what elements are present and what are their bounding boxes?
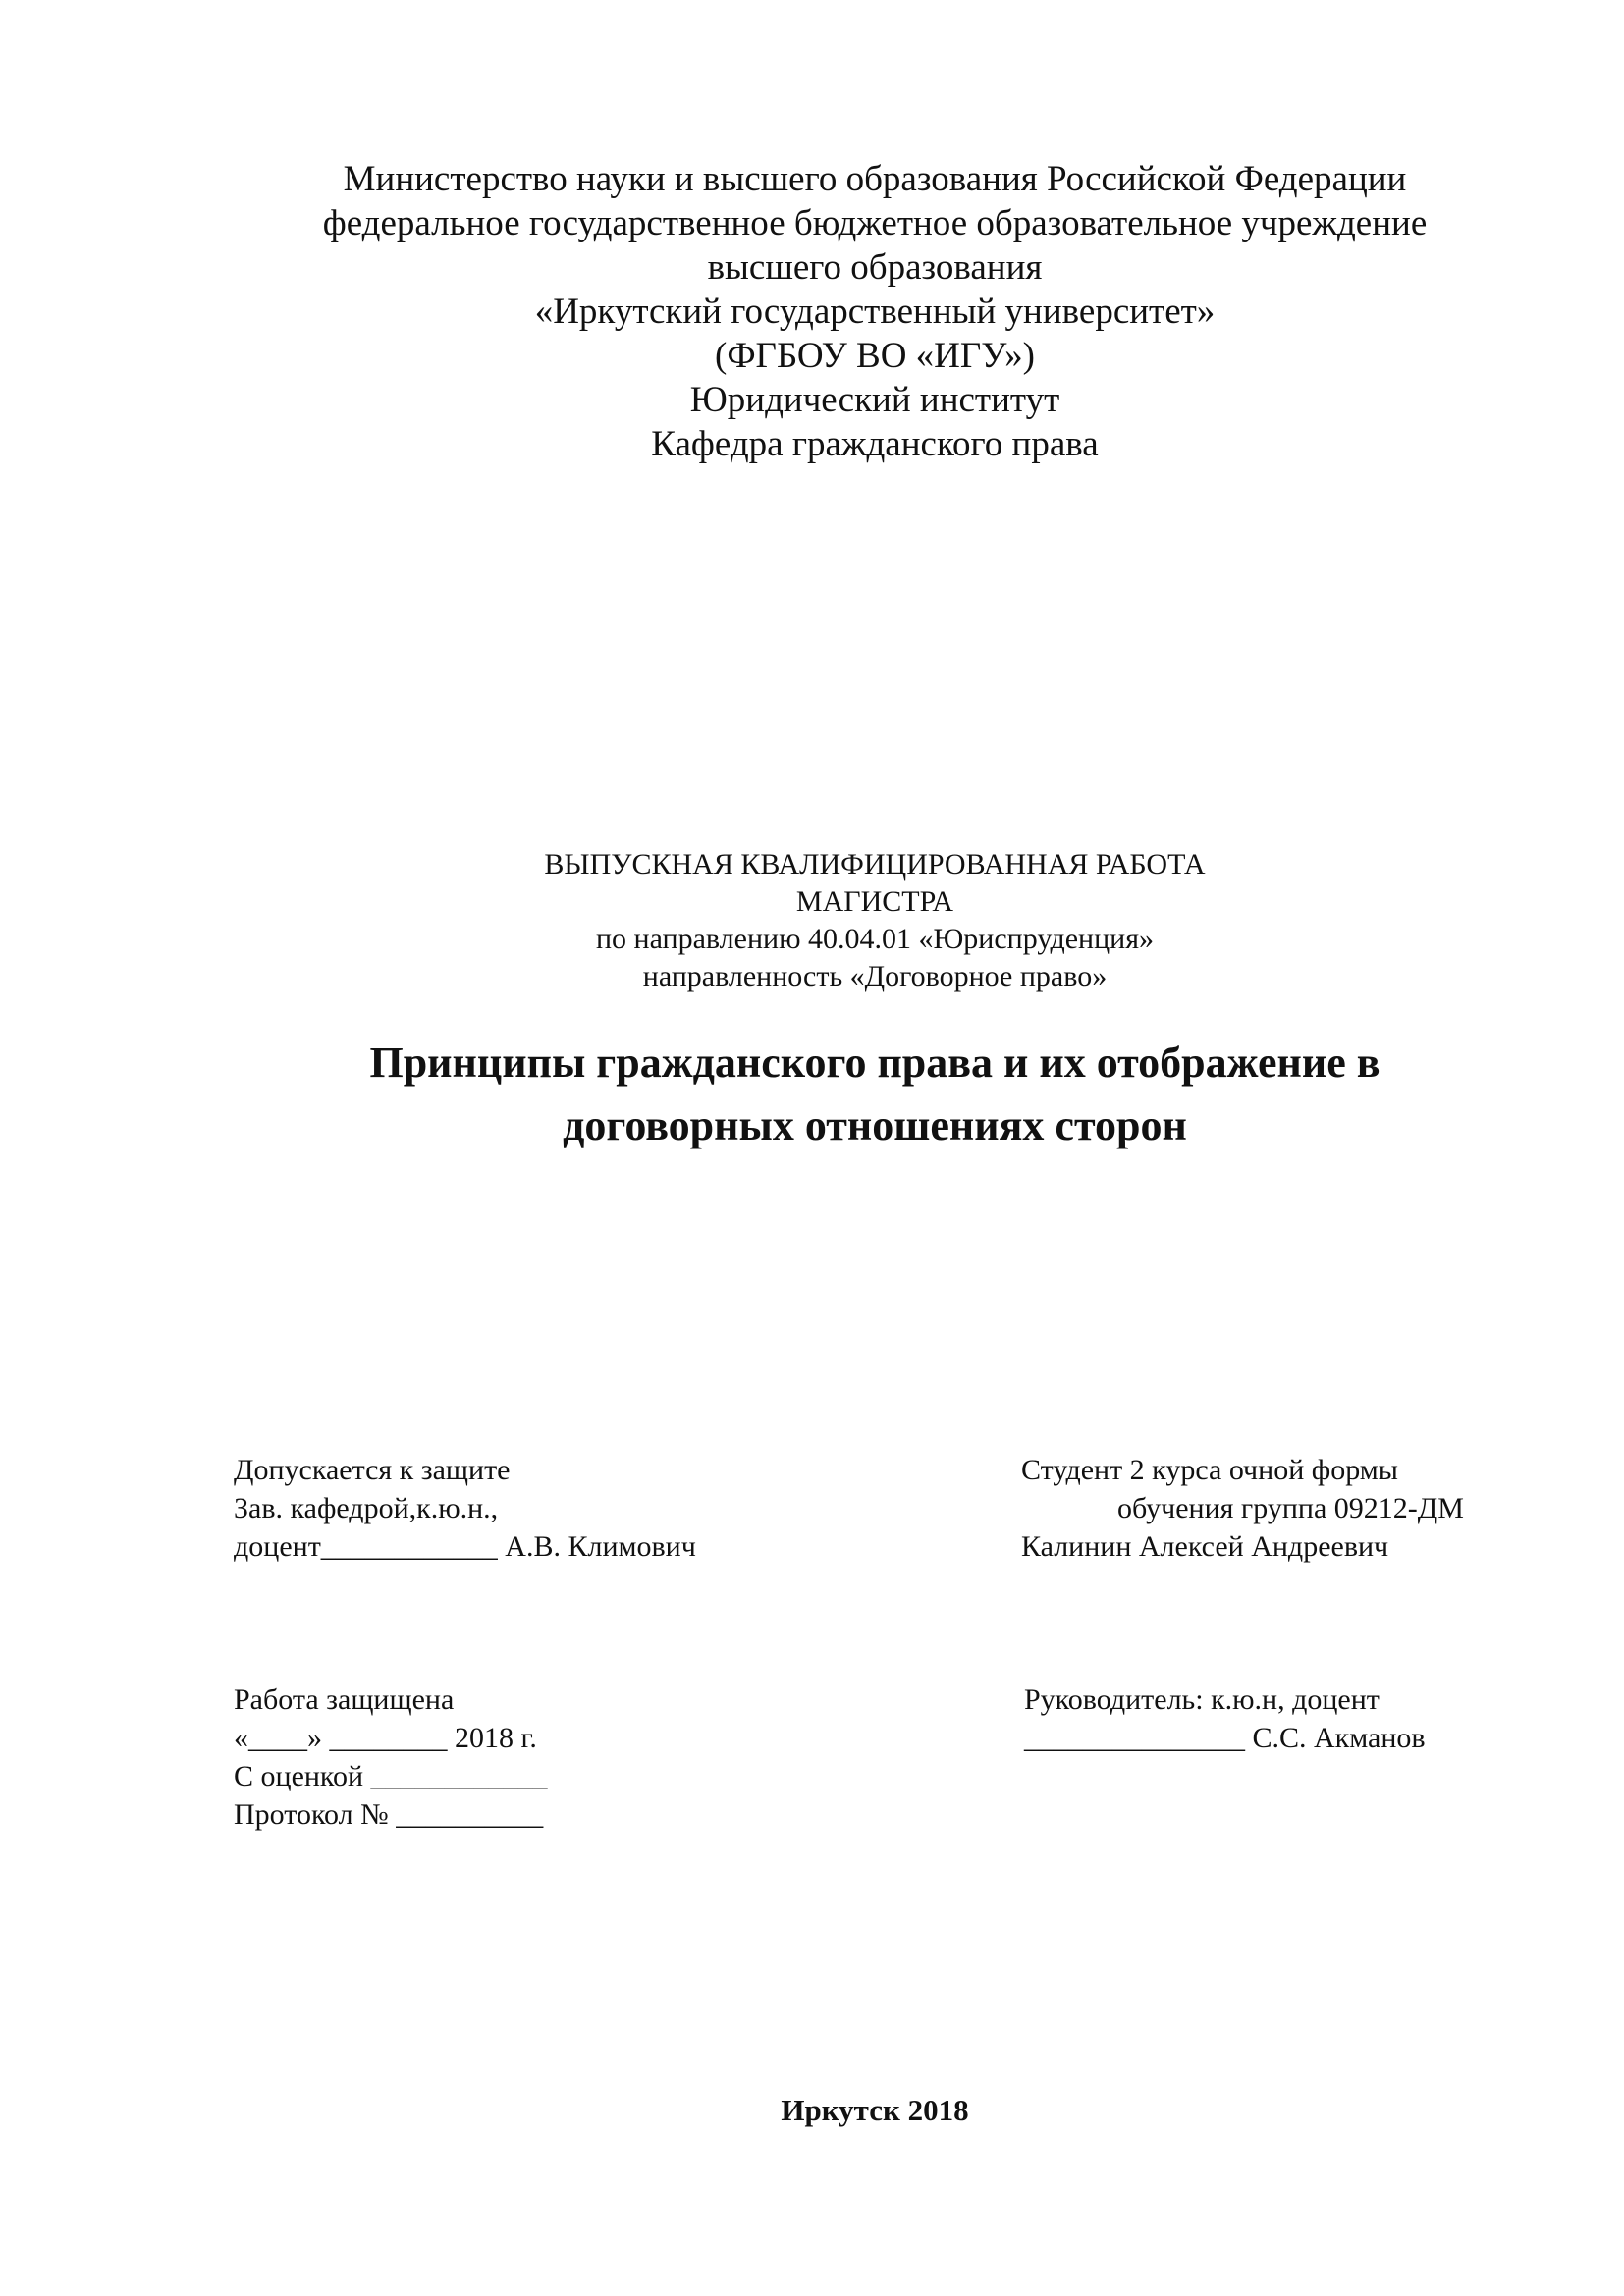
admission-line2: Зав. кафедрой,к.ю.н., <box>234 1492 499 1524</box>
department-line: Кафедра гражданского права <box>651 424 1099 464</box>
city-year: Иркутск 2018 <box>781 2093 969 2127</box>
student-name: Калинин Алексей Андреевич <box>1021 1530 1389 1563</box>
defense-line1: Работа защищена <box>234 1683 455 1716</box>
admission-line1: Допускается к защите <box>234 1454 511 1486</box>
thesis-title-line1: Принципы гражданского права и их отображение в <box>369 1039 1380 1087</box>
education-level-line: высшего образования <box>707 247 1043 288</box>
defense-protocol-line: Протокол № __________ <box>234 1798 544 1831</box>
university-name-line: «Иркутский государственный университет» <box>534 292 1216 332</box>
defense-grade-line: С оценкой ____________ <box>234 1760 548 1792</box>
institute-line: Юридический институт <box>689 380 1060 420</box>
thesis-type-line1: ВЫПУСКНАЯ КВАЛИФИЦИРОВАННАЯ РАБОТА <box>544 848 1206 881</box>
institution-type-line: федеральное государственное бюджетное образовательное учреждение <box>322 203 1428 243</box>
ministry-line: Министерство науки и высшего образования Российской Федерации <box>343 159 1407 199</box>
student-group-line: обучения группа 09212-ДМ <box>1117 1492 1464 1524</box>
thesis-title-line2: договорных отношениях сторон <box>563 1101 1187 1149</box>
thesis-type-line2: МАГИСТРА <box>795 885 954 918</box>
student-line1: Студент 2 курса очной формы <box>1021 1454 1398 1486</box>
admission-signature-line: доцент____________ А.В. Климович <box>234 1530 696 1563</box>
university-abbr-line: (ФГБОУ ВО «ИГУ») <box>715 336 1035 376</box>
thesis-focus: направленность «Договорное право» <box>642 960 1108 992</box>
defense-date-line: «____» ________ 2018 г. <box>234 1722 537 1754</box>
thesis-direction: по направлению 40.04.01 «Юриспруденция» <box>596 923 1154 955</box>
supervisor-signature-line: _______________ С.С. Акманов <box>1024 1722 1426 1754</box>
supervisor-title-line: Руководитель: к.ю.н, доцент <box>1024 1683 1380 1716</box>
